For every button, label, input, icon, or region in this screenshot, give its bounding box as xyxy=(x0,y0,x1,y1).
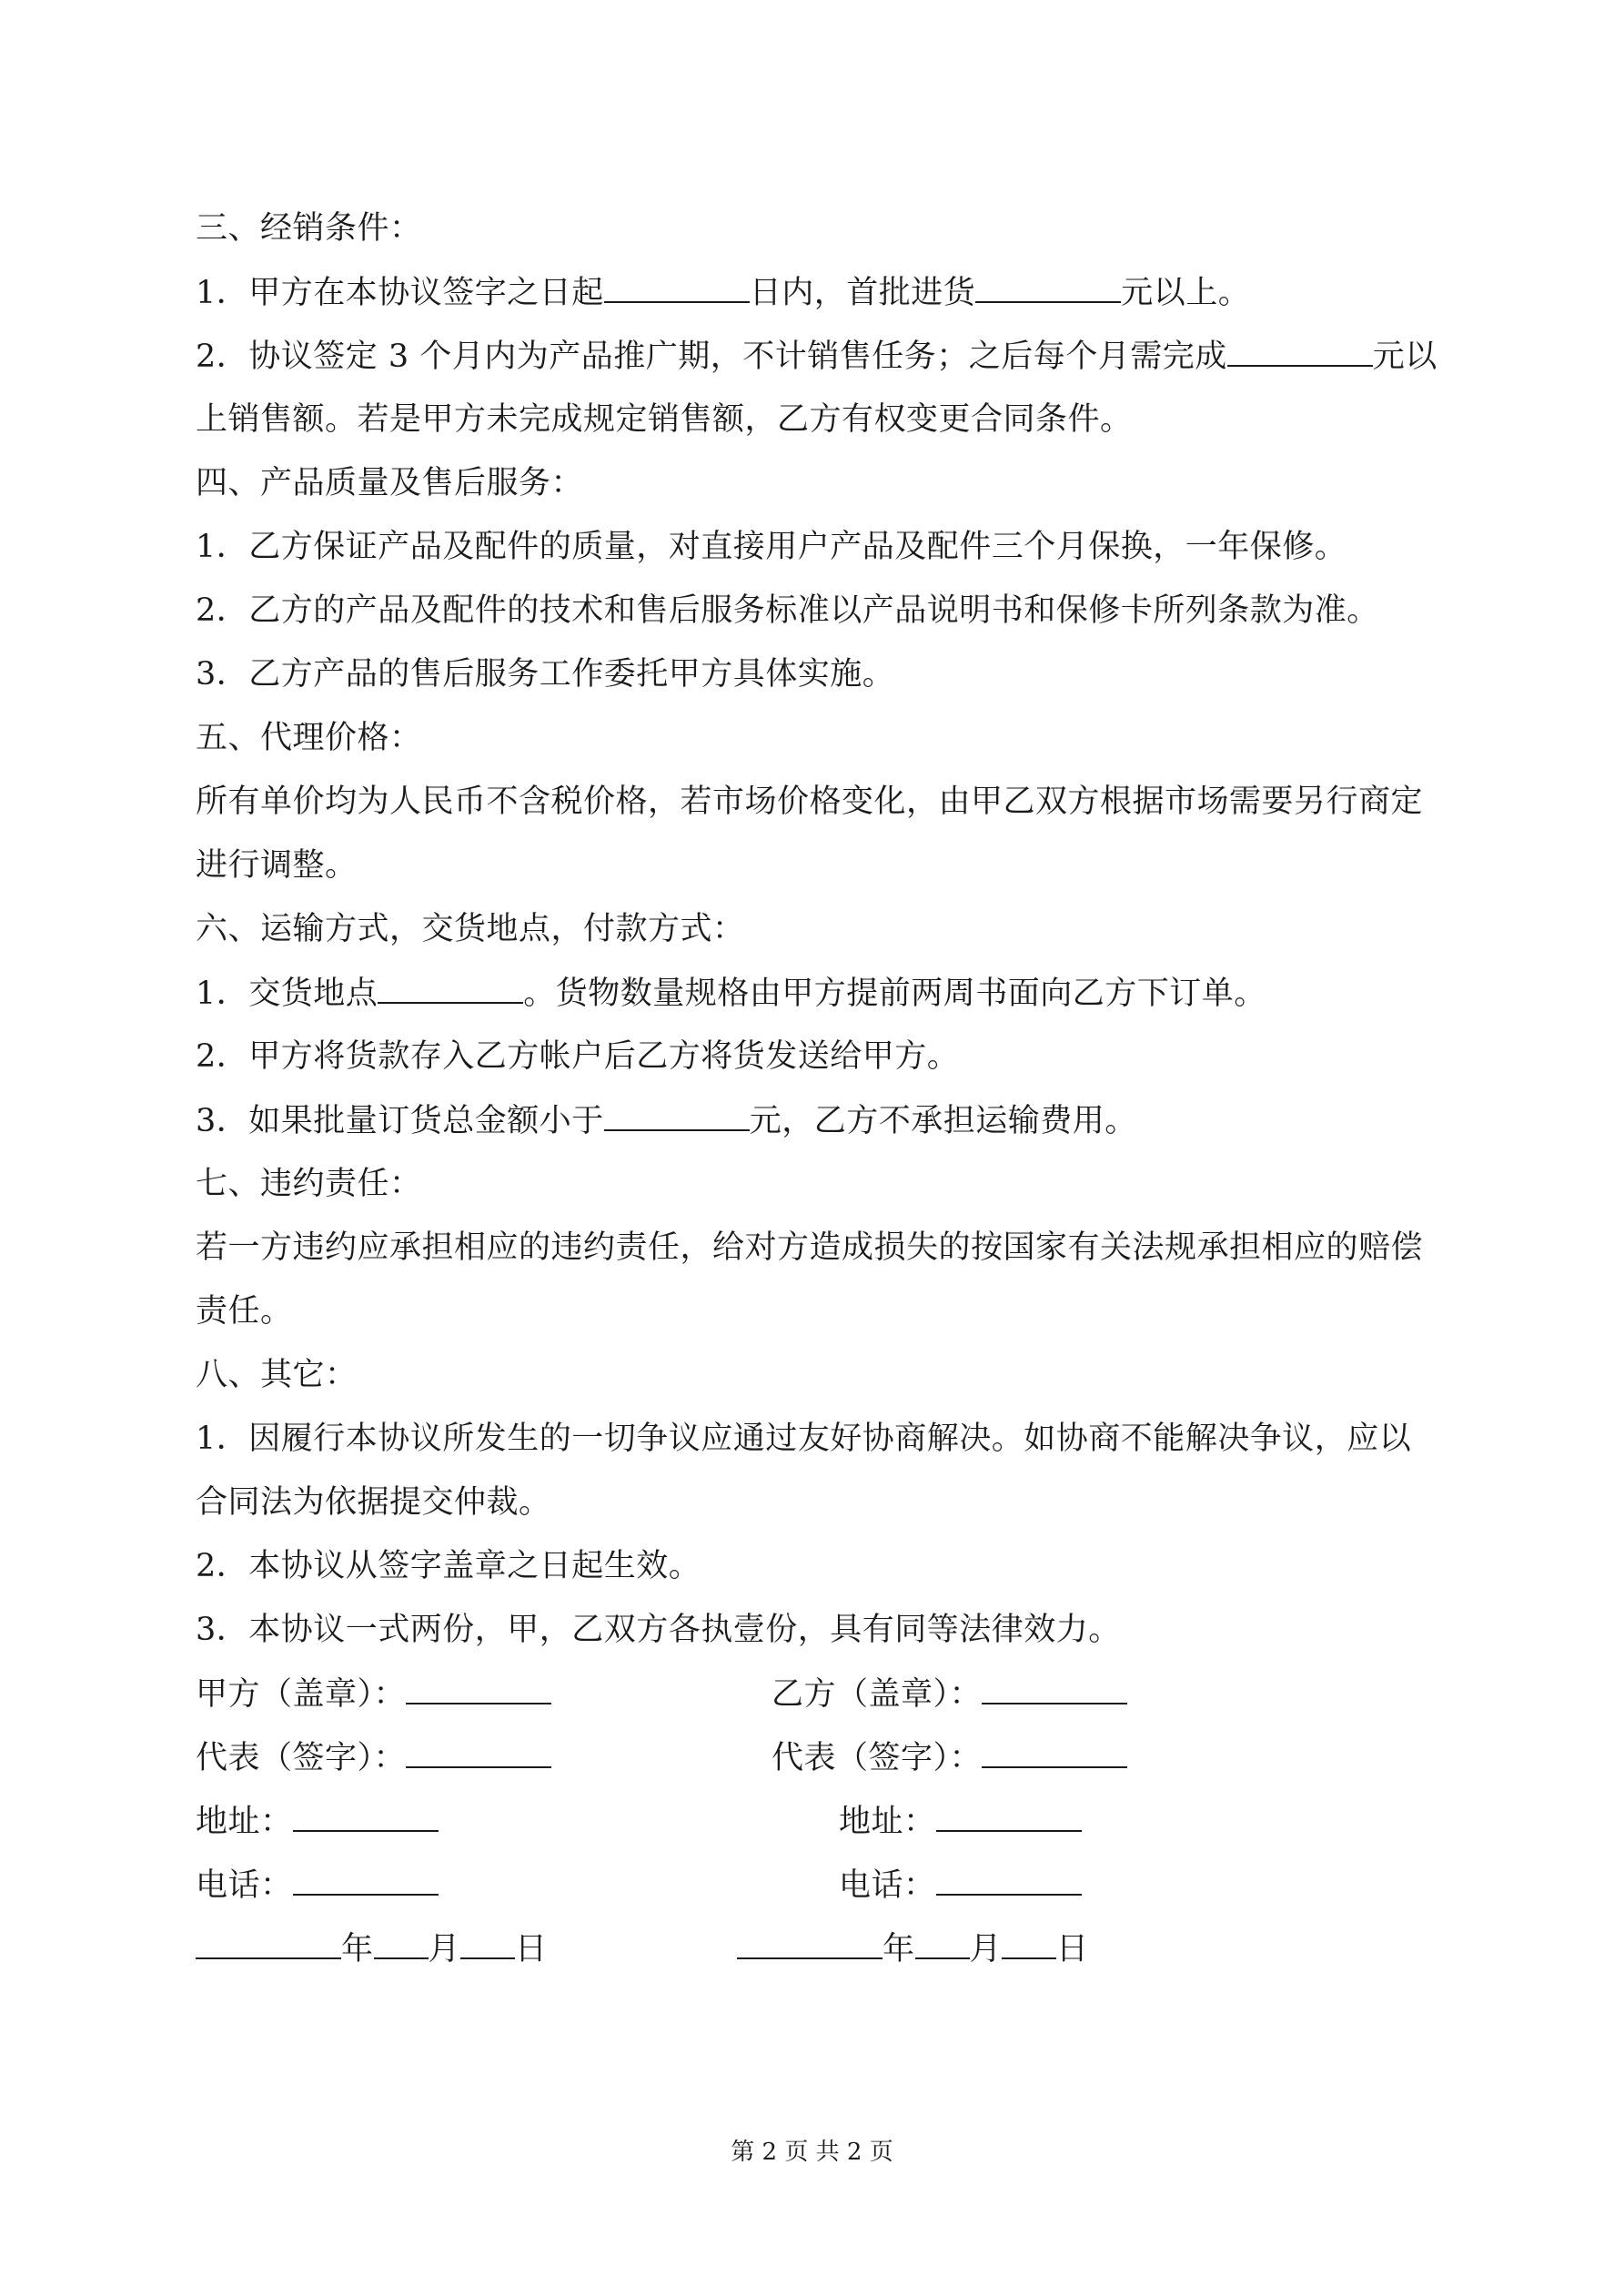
party-b-year-blank xyxy=(737,1930,883,1959)
party-b-seal-label: 乙方（盖章）： xyxy=(772,1676,983,1713)
party-a-seal-blank xyxy=(406,1675,551,1704)
section5-text-line1: 所有单价均为人民币不含税价格，若市场价格变化，由甲乙双方根据市场需要另行商定 xyxy=(196,784,1424,820)
party-b-address xyxy=(839,1803,1082,1840)
section8-item1-line1: 1．因履行本协议所发生的一切争议应通过友好协商解决。如协商不能解决争议，应以 xyxy=(196,1421,1412,1457)
section3-item1 xyxy=(196,274,1433,311)
party-a-address-blank xyxy=(293,1803,439,1832)
party-a-month-label: 月 xyxy=(428,1931,461,1967)
section7-text-line2: 责任。 xyxy=(196,1293,293,1330)
first-order-amount-blank xyxy=(975,274,1121,303)
party-a-month-blank xyxy=(374,1930,429,1959)
party-a-address xyxy=(196,1803,439,1840)
section8-item2: 2．本协议从签字盖章之日起生效。 xyxy=(196,1548,701,1584)
section6-heading: 六、运输方式，交货地点，付款方式： xyxy=(196,911,745,947)
party-b-phone xyxy=(839,1866,1082,1904)
party-a-phone-label: 电话： xyxy=(196,1867,293,1904)
party-a-phone-blank xyxy=(293,1866,439,1896)
section6-item3-text-b: 元，乙方不承担运输费用。 xyxy=(749,1103,1137,1139)
section7-text-line1: 若一方违约应承担相应的违约责任，给对方造成损失的按国家有关法规承担相应的赔偿 xyxy=(196,1229,1424,1266)
party-b-rep-blank xyxy=(982,1739,1127,1768)
section8-item1-line2: 合同法为依据提交仲裁。 xyxy=(196,1484,551,1521)
party-b-day-blank xyxy=(1002,1930,1056,1959)
party-a-day-label: 日 xyxy=(515,1931,548,1967)
section5-text-line2: 进行调整。 xyxy=(196,847,358,884)
party-a-representative xyxy=(196,1739,551,1776)
party-b-year-label: 年 xyxy=(883,1931,915,1967)
section7-heading: 七、违约责任： xyxy=(196,1166,422,1202)
monthly-sales-blank xyxy=(1227,338,1373,367)
party-b-representative xyxy=(772,1739,1127,1776)
party-b-address-label: 地址： xyxy=(839,1804,936,1840)
section6-item1-text-b: 。货物数量规格由甲方提前两周书面向乙方下订单。 xyxy=(523,976,1266,1012)
section3-heading: 三、经销条件： xyxy=(196,210,422,247)
order-total-blank xyxy=(604,1102,750,1131)
party-a-seal-label: 甲方（盖章）： xyxy=(196,1676,407,1713)
days-blank xyxy=(604,274,750,303)
party-b-month-blank xyxy=(915,1930,970,1959)
page-footer: 第 2 页 共 2 页 xyxy=(731,2139,893,2166)
delivery-location-blank xyxy=(378,975,523,1004)
section3-item2-text-b: 元以 xyxy=(1372,339,1437,375)
section6-item1 xyxy=(196,975,1433,1012)
section6-item2: 2．甲方将货款存入乙方帐户后乙方将货发送给甲方。 xyxy=(196,1038,960,1075)
party-a-phone xyxy=(196,1866,439,1904)
section8-item3: 3．本协议一式两份，甲，乙双方各执壹份，具有同等法律效力。 xyxy=(196,1612,1121,1648)
party-b-month-label: 月 xyxy=(969,1931,1003,1967)
party-a-rep-blank xyxy=(406,1739,551,1768)
party-b-date xyxy=(737,1930,1089,1967)
party-b-address-blank xyxy=(936,1803,1082,1832)
section5-heading: 五、代理价格： xyxy=(196,720,422,756)
section6-item3-text-a: 3．如果批量订货总金额小于 xyxy=(196,1103,604,1139)
party-b-rep-label: 代表（签字）： xyxy=(772,1740,983,1776)
section6-item3 xyxy=(196,1102,1433,1139)
section4-item3: 3．乙方产品的售后服务工作委托甲方具体实施。 xyxy=(196,656,895,693)
section4-heading: 四、产品质量及售后服务： xyxy=(196,465,584,501)
section8-heading: 八、其它： xyxy=(196,1357,358,1393)
section4-item1: 1．乙方保证产品及配件的质量，对直接用户产品及配件三个月保换，一年保修。 xyxy=(196,529,1347,565)
party-a-address-label: 地址： xyxy=(196,1804,293,1840)
party-a-rep-label: 代表（签字）： xyxy=(196,1740,407,1776)
section6-item1-text-a: 1．交货地点 xyxy=(196,976,378,1012)
section3-item1-text-b: 日内，首批进货 xyxy=(749,275,976,311)
section3-item2 xyxy=(196,338,1437,375)
party-b-day-label: 日 xyxy=(1056,1931,1089,1967)
party-b-phone-blank xyxy=(936,1866,1082,1896)
party-a-seal xyxy=(196,1675,551,1713)
section3-item1-text-a: 1．甲方在本协议签字之日起 xyxy=(196,275,604,311)
party-b-phone-label: 电话： xyxy=(839,1867,936,1904)
party-b-seal-blank xyxy=(982,1675,1127,1704)
party-b-seal xyxy=(772,1675,1127,1713)
section3-item2-continued: 上销售额。若是甲方未完成规定销售额，乙方有权变更合同条件。 xyxy=(196,401,1133,438)
section4-item2: 2．乙方的产品及配件的技术和售后服务标准以产品说明书和保修卡所列条款为准。 xyxy=(196,592,1379,629)
party-a-year-blank xyxy=(196,1930,341,1959)
party-a-year-label: 年 xyxy=(341,1931,374,1967)
section3-item2-text-a: 2．协议签定 3 个月内为产品推广期，不计销售任务；之后每个月需完成 xyxy=(196,339,1227,375)
party-a-date xyxy=(196,1930,548,1967)
party-a-day-blank xyxy=(460,1930,515,1959)
section3-item1-text-c: 元以上。 xyxy=(1121,275,1251,311)
